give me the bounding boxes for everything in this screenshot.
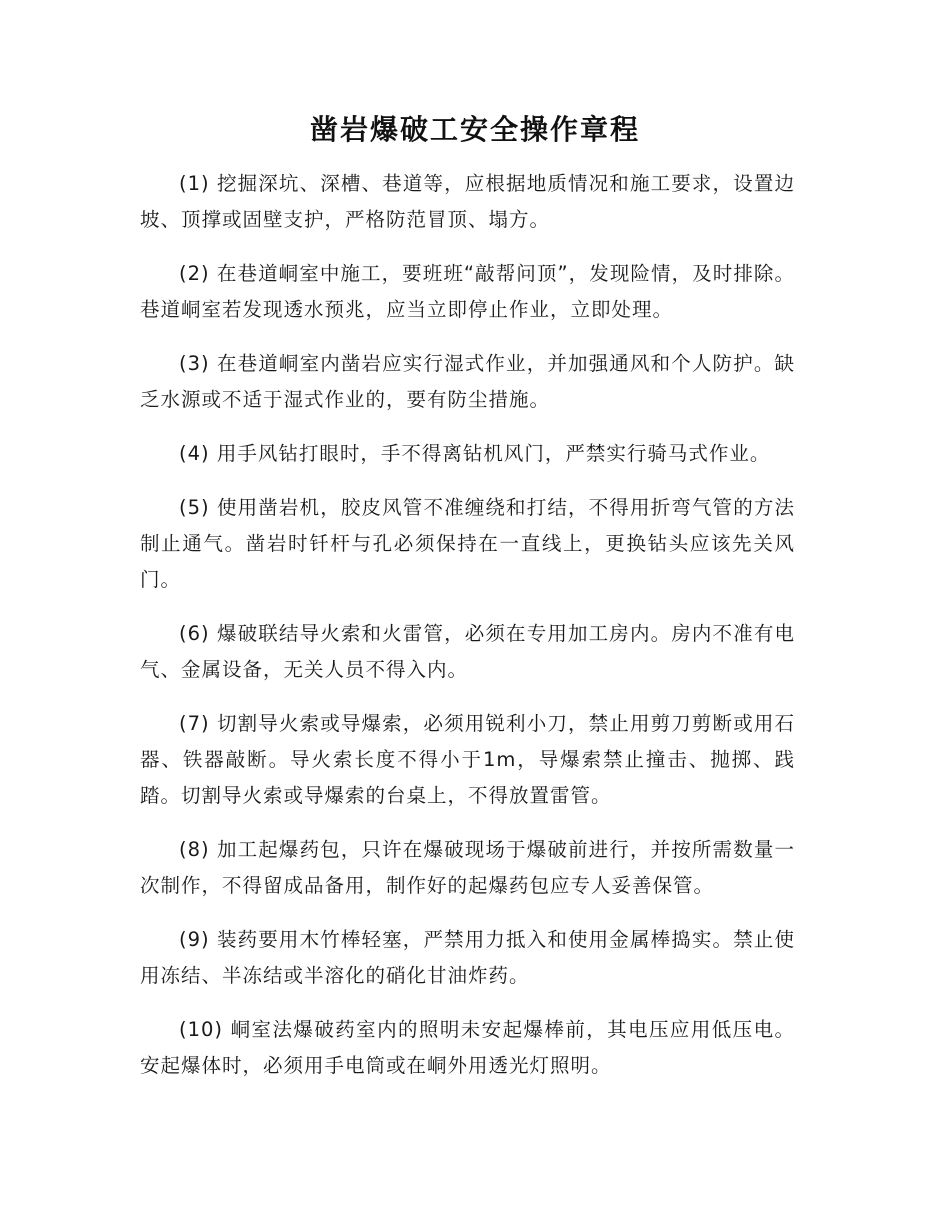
paragraph-10: (10) 峒室法爆破药室内的照明未安起爆棒前，其电压应用低压电。安起爆体时，必须用手电筒或在峒外用透光灯照明。 <box>140 1018 795 1077</box>
paragraph-7: (7) 切割导火索或导爆索，必须用锐利小刀，禁止用剪刀剪断或用石器、铁器敲断。导火索长度不得小于1m，导爆索禁止撞击、抛掷、践踏。切割导火索或导爆索的台桌上，不得放置雷管。 <box>140 712 795 807</box>
paragraph-9: (9) 装药要用木竹棒轻塞，严禁用力抵入和使用金属棒捣实。禁止使用冻结、半冻结或半溶化的硝化甘油炸药。 <box>140 928 795 987</box>
paragraph-8: (8) 加工起爆药包，只许在爆破现场于爆破前进行，并按所需数量一次制作，不得留成品备用，制作好的起爆药包应专人妥善保管。 <box>140 838 795 897</box>
paragraph-5: (5) 使用凿岩机，胶皮风管不准缠绕和打结，不得用折弯气管的方法制止通气。凿岩时钎杆与孔必须保持在一直线上，更换钻头应该先关风门。 <box>140 496 795 591</box>
paragraph-1: (1) 挖掘深坑、深槽、巷道等，应根据地质情况和施工要求，设置边坡、顶撑或固壁支护，严格防范冒顶、塌方。 <box>140 172 795 231</box>
paragraph-3: (3) 在巷道峒室内凿岩应实行湿式作业，并加强通风和个人防护。缺乏水源或不适于湿式作业的，要有防尘措施。 <box>140 352 795 411</box>
document-body <box>140 166 795 1102</box>
paragraph-2: (2) 在巷道峒室中施工，要班班“敲帮问顶”，发现险情，及时排除。巷道峒室若发现透水预兆，应当立即停止作业，立即处理。 <box>140 262 795 321</box>
paragraph-6: (6) 爆破联结导火索和火雷管，必须在专用加工房内。房内不准有电气、金属设备，无关人员不得入内。 <box>140 622 795 681</box>
document-title: 凿岩爆破工安全操作章程 <box>309 113 640 146</box>
paragraph-4: (4) 用手风钻打眼时，手不得离钻机风门，严禁实行骑马式作业。 <box>179 442 771 465</box>
